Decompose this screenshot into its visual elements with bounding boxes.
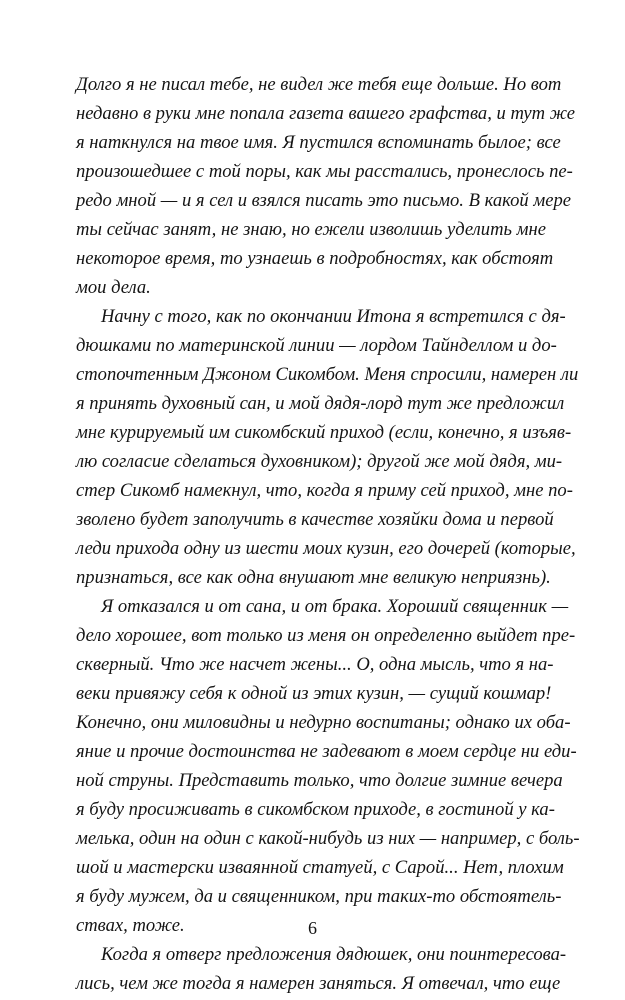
text-line: ной струны. Представить только, что долгие зимние вечера (76, 770, 563, 791)
text-line: стопочтенным Джоном Сикомбом. Меня спросили, намерен ли (76, 364, 579, 385)
text-line: зволено будет заполучить в качестве хозяйки дома и первой (76, 509, 554, 530)
text-line: яние и прочие достоинства не задевают в моем сердце ни еди- (76, 741, 577, 762)
text-line: Конечно, они миловидны и недурно воспитаны; однако их оба- (76, 712, 571, 733)
text-line: дело хорошее, вот только из меня он определенно выйдет пре- (76, 625, 576, 646)
text-line: шой и мастерски изваянной статуей, с Сарой... Нет, плохим (76, 857, 564, 878)
body-text (76, 70, 580, 998)
text-line: мелька, один на один с какой-нибудь из них — например, с боль- (76, 828, 580, 849)
text-line: некоторое время, то узнаешь в подробностях, как обстоят (76, 248, 554, 269)
text-line: я наткнулся на твое имя. Я пустился вспоминать былое; все (76, 132, 561, 153)
text-line: лись, чем же тогда я намерен заняться. Я отвечал, что еще (76, 973, 561, 994)
text-line: скверный. Что же насчет жены... О, одна мысль, что я на- (76, 654, 554, 675)
text-line: Когда я отверг предложения дядюшек, они поинтересова- (101, 944, 567, 965)
text-line: признаться, все как одна внушают мне великую неприязнь). (76, 567, 551, 588)
text-line: стер Сикомб намекнул, что, когда я приму сей приход, мне по- (76, 480, 573, 501)
text-line: лю согласие сделаться духовником); другой же мой дядя, ми- (76, 451, 563, 472)
text-line: дюшками по материнской линии — лордом Тайнделлом и до- (76, 335, 557, 356)
text-line: мои дела. (76, 277, 151, 298)
text-line: я буду просиживать в сикомбском приходе, в гостиной у ка- (76, 799, 555, 820)
text-line: Долго я не писал тебе, не видел же тебя еще дольше. Но вот (76, 74, 562, 95)
text-line: редо мной — и я сел и взялся писать это письмо. В какой мере (76, 190, 572, 211)
page-number: 6 (308, 918, 317, 938)
text-line: мне курируемый им сикомбский приход (если, конечно, я изъяв- (76, 422, 572, 443)
text-line: ты сейчас занят, не знаю, но ежели изволишь уделить мне (76, 219, 546, 240)
text-line: ствах, тоже. (76, 915, 185, 936)
text-line: я принять духовный сан, и мой дядя-лорд тут же предложил (76, 393, 565, 414)
text-line: я буду мужем, да и священником, при таких-то обстоятель- (76, 886, 562, 907)
text-line: недавно в руки мне попала газета вашего графства, и тут же (76, 103, 576, 124)
text-line: Я отказался и от сана, и от брака. Хороший священник — (101, 596, 569, 617)
text-line: веки привяжу себя к одной из этих кузин, — сущий кошмар! (76, 683, 552, 704)
text-line: Начну с того, как по окончании Итона я встретился с дя- (101, 306, 566, 327)
text-line: леди прихода одну из шести моих кузин, его дочерей (которые, (76, 538, 576, 559)
text-line: произошедшее с той поры, как мы расстались, пронеслось пе- (76, 161, 573, 182)
